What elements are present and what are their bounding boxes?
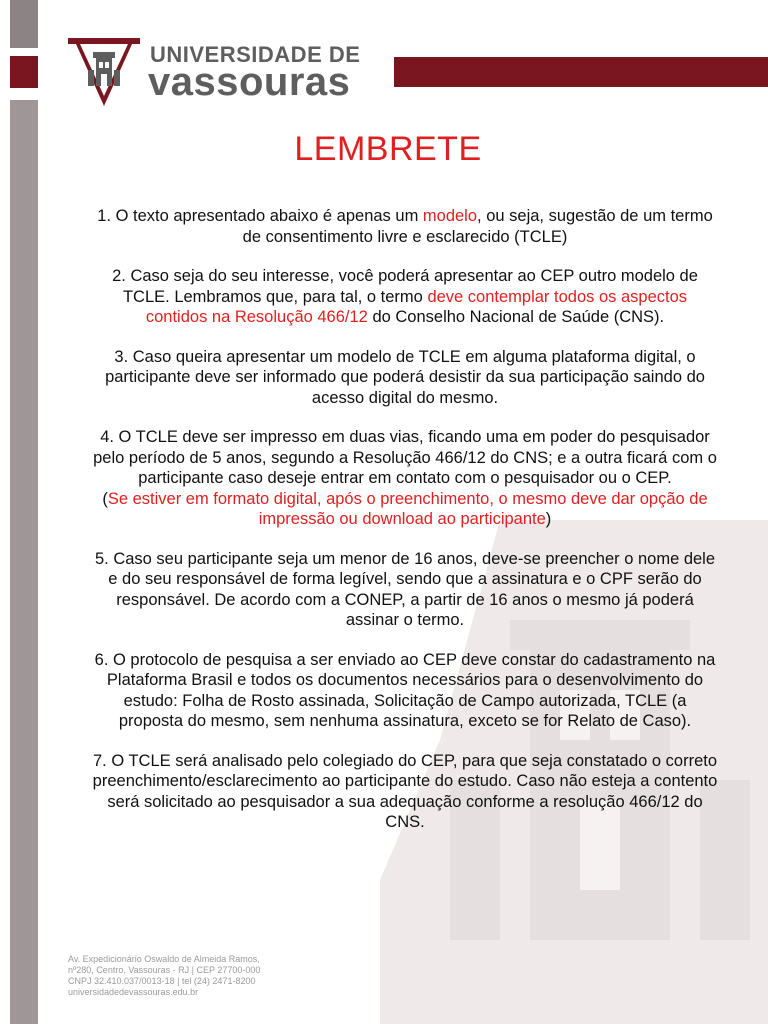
left-strip-red [10,56,38,88]
item-number: 3. [114,347,129,366]
list-item: 2. Caso seja do seu interesse, você poderá apresentar ao CEP outro modelo de TCLE. Lembramos que, para tal, o termo deve contemplar todos os aspectos contidos na Resolução 466/12 do Conselho Nacional de Saúde (CNS). [112,267,698,326]
highlight-text: Se estiver em formato digital, após o preenchimento, o mesmo deve dar opção de impressão ou download ao participante [107,489,708,528]
item-number: 2. [112,267,126,285]
list-item: 1. O texto apresentado abaixo é apenas um modelo, ou seja, sugestão de um termo de consentimento livre e esclarecido (TCLE) [97,207,713,246]
page-title: LEMBRETE [294,130,482,168]
header-bar [394,57,768,87]
item-number: 1. [97,207,112,225]
university-name-line2: vassouras [148,60,351,104]
list-item: 3. Caso queira apresentar um modelo de TCLE em alguma plataforma digital, o participante deve ser informado que poderá desistir da sua participação saindo do acesso digital do mesmo. [105,347,705,407]
item-number: 4. [100,428,114,446]
highlight-text: modelo [422,207,478,225]
reminder-list [90,206,720,852]
highlight-text: deve contemplar todos os aspectos contidos na Resolução 466/12 [145,287,688,326]
footer-website: universidadedevassouras.edu.br [68,987,199,997]
university-logo-icon [66,36,142,108]
list-item: 5. Caso seu participante seja um menor de 16 anos, deve-se preencher o nome dele e do seu responsável de forma legível, sendo que a assinatura e o CPF serão do responsável. De acordo com a CONEP, a partir de 16 anos o mesmo já poderá assinar o termo. [94,549,716,629]
item-number: 5. [94,549,109,568]
left-strip-top [10,0,38,48]
footer-address: Av. Expedicionário Oswaldo de Almeida Ramos, nº280, Centro, Vassouras - RJ | CEP 27700-000 CNPJ 32.410.037/0013-18 | tel (24) 2471-8200 universidadedevassouras.edu.br [68,954,261,997]
item-number: 7. [92,751,107,770]
left-strip [10,100,38,1024]
list-item: 7. O TCLE será analisado pelo colegiado do CEP, para que seja constatado o correto preenchimento/esclarecimento ao participante do estudo. Caso não esteja a contento será solicitado ao pesquisador a sua adequação conforme a resolução 466/12 do CNS. [92,751,718,831]
list-item: 6. O protocolo de pesquisa a ser enviado ao CEP deve constar do cadastramento na Plataforma Brasil e todos os documentos necessários para o desenvolvimento do estudo: Folha de Rosto assinada, Solicitação de Campo autorizada, TCLE (a proposta do mesmo, sem nenhuma assinatura, exceto se for Relato de Caso). [94,650,716,730]
list-item: 4. O TCLE deve ser impresso em duas vias, ficando uma em poder do pesquisador pelo período de 5 anos, segundo a Resolução 466/12 do CNS; e a outra ficará com o participante caso deseje entrar em contato com o pesquisador ou o CEP. (Se estiver em formato digital, após o preenchimento, o mesmo deve dar opção de impressão ou download ao participante) [93,428,717,528]
university-name-line1: UNIVERSIDADE DE [150,42,361,67]
item-number: 6. [94,650,109,669]
